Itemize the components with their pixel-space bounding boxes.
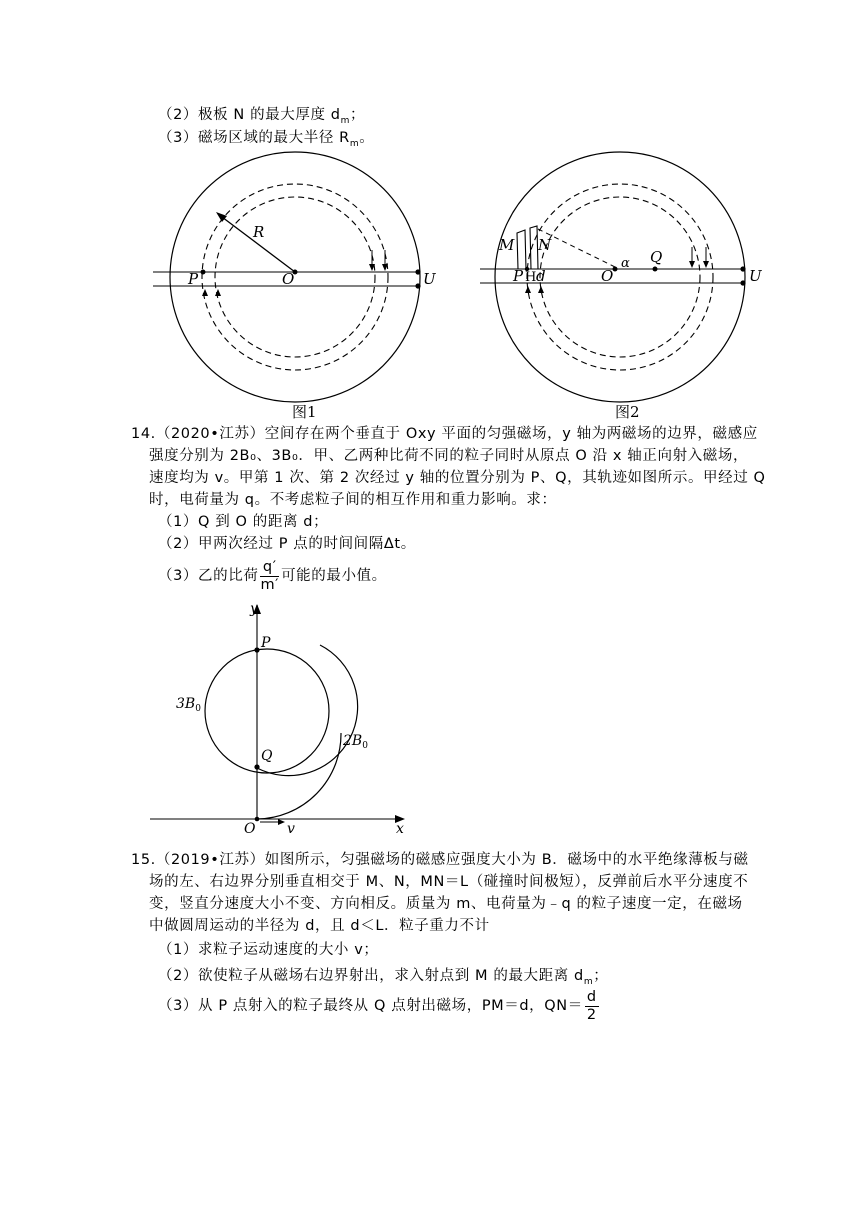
p14-line-4: 时，电荷量为 q。不考虑粒子间的相互作用和重力影响。求： xyxy=(149,492,557,508)
inner-dashed-circle xyxy=(215,197,375,357)
label-M: M xyxy=(499,236,515,254)
label-O: O xyxy=(601,267,614,285)
label-Q: Q xyxy=(261,748,273,764)
p15-line-1: 15.（2019•江苏）如图所示，匀强磁场的磁感应强度大小为 B．磁场中的水平绝缘薄板与磁 xyxy=(131,852,749,868)
p14-question-1: （1）Q 到 O 的距离 d； xyxy=(158,514,329,530)
label-N: N xyxy=(538,236,552,254)
inner-dashed-circle xyxy=(540,197,700,357)
p15-question-3: （3）从 P 点射入的粒子最终从 Q 点射出磁场，PM＝d，QN＝ $\frac{d}{2}$ xyxy=(158,988,597,1023)
label-3B0: $3B_0$ xyxy=(176,696,201,714)
p15-line-2: 场的左、右边界分别垂直相交于 M、N，MN＝L（碰撞时间极短），反弹前后水平分速度不 xyxy=(149,874,749,890)
p14-question-3: （3）乙的比荷 $\frac{q'}{m'}$ 可能的最小值。 xyxy=(158,558,387,593)
question-3-max-radius: （3）磁场区域的最大半径 $R_m$。 xyxy=(158,130,375,149)
arrow-up-1-head xyxy=(202,289,208,296)
arrow-up-2-head xyxy=(215,289,221,296)
p15-line-4: 中做圆周运动的半径为 d，且 d＜L．粒子重力不计 xyxy=(149,918,490,934)
plate-M xyxy=(517,230,526,269)
label-O: O xyxy=(282,270,295,288)
trajectory-2B0-arc xyxy=(257,733,341,819)
plate-N xyxy=(530,226,538,269)
middle-dashed-circle xyxy=(202,184,388,370)
p15-question-2: （2）欲使粒子从磁场右边界射出，求入射点到 M 的最大距离 $d_m$； xyxy=(158,968,609,987)
arrow-down-1-head xyxy=(689,261,695,268)
arrow-up-2-head xyxy=(538,286,544,293)
label-y: y xyxy=(250,601,258,617)
p14-question-2: （2）甲两次经过 P 点的时间间隔Δt。 xyxy=(158,536,416,552)
figure-1 xyxy=(150,150,450,425)
radius-arrowhead xyxy=(216,212,227,222)
fraction-charge-mass: $\frac{q'}{m'}$ xyxy=(260,558,280,593)
velocity-arrow-head xyxy=(278,819,285,825)
label-P: P xyxy=(513,267,524,285)
point-Q xyxy=(653,267,658,272)
arrow-up-1-head xyxy=(525,286,531,293)
question-2-max-thickness: （2）极板 N 的最大厚度 $d_m$； xyxy=(158,107,366,126)
arrow-down-2-head xyxy=(703,261,709,268)
label-R: R xyxy=(253,223,265,241)
caption-fig2: 图2 xyxy=(615,403,640,421)
terminal-U-bottom xyxy=(415,283,420,288)
p15-line-3: 变，竖直分速度大小不变、方向相反。质量为 m、电荷量为﹣q 的粒子速度一定，在磁场 xyxy=(149,896,743,912)
caption-fig1: 图1 xyxy=(292,403,317,421)
label-U: U xyxy=(749,267,762,285)
label-2B0: $2B_0$ xyxy=(343,733,368,751)
label-P: P xyxy=(188,270,199,288)
terminal-U-top xyxy=(740,266,745,271)
label-d: d xyxy=(536,267,546,285)
label-alpha: α xyxy=(621,256,630,271)
label-x: x xyxy=(396,821,404,837)
terminal-U-top xyxy=(415,269,420,274)
middle-dashed-circle xyxy=(527,184,713,370)
p14-line-2: 强度分别为 2B₀、3B₀．甲、乙两种比荷不同的粒子同时从原点 O 沿 x 轴正向射入磁场， xyxy=(149,448,749,464)
p15-question-1: （1）求粒子运动速度的大小 v； xyxy=(158,942,379,958)
fraction-d-over-2: $\frac{d}{2}$ xyxy=(586,988,597,1023)
label-H: H xyxy=(525,270,537,285)
figure-2 xyxy=(475,150,775,425)
label-Q: Q xyxy=(650,248,663,266)
label-U: U xyxy=(423,270,436,288)
point-P xyxy=(201,270,206,275)
label-v: v xyxy=(287,821,295,837)
terminal-U-bottom xyxy=(740,280,745,285)
label-P: P xyxy=(261,635,271,651)
outer-circle xyxy=(170,152,420,402)
label-O: O xyxy=(244,821,256,837)
p14-line-3: 速度均为 v。甲第 1 次、第 2 次经过 y 轴的位置分别为 P、Q，其轨迹如图所示。甲经过 Q xyxy=(149,470,766,486)
p14-line-1: 14.（2020•江苏）空间存在两个垂直于 Oxy 平面的匀强磁场，y 轴为两磁场的边界，磁感应 xyxy=(131,426,758,442)
figure-3-trajectory xyxy=(150,600,420,840)
point-Q xyxy=(254,764,259,769)
point-P xyxy=(254,647,259,652)
